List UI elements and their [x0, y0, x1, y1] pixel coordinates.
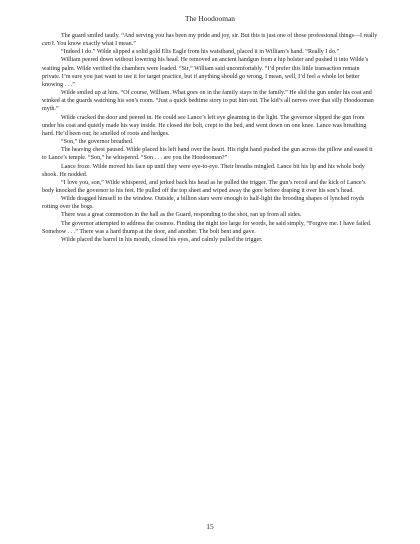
paragraph-text: . You know exactly what I mean.” [53, 41, 136, 48]
paragraph-text: Wilde dragged himself to the window. Outside, a billion stars were enough to half-light the brooding shapes of lynched royds rotting over the bogs. [42, 196, 365, 211]
paragraph [42, 179, 378, 195]
paragraph-text: Wilde smiled up at him. “Of course, William. What goes on in the family stays in the family.” He slid the gun under his coat and winked at the guards watching his son’s room. “Just a quick bedtime story to put him out. The kid’s all nerves over that silly Hoodooman myth.” [42, 90, 374, 113]
paragraph [42, 163, 378, 179]
paragraph-text: The guard smiled tautly. “And serving you has been my pride and joy, sir. But this is just one of those professional things—I really [61, 33, 378, 39]
paragraph [42, 114, 378, 138]
paragraph-text: “Son,” the governor breathed. [61, 139, 134, 146]
paragraph [42, 220, 378, 236]
paragraph-text: There was a great commotion in the hall as the Guard, responding to the shot, ran up from all sides. [61, 212, 302, 219]
paragraph-text: Lance froze. Wilde moved his face up until they were eye-to-eye. Their breaths mingled. Lance bit his lip and his whole body shook. He nodded. [42, 163, 365, 178]
paragraph [42, 236, 378, 244]
paragraph-text: Wilde placed the barrel in his mouth, closed his eyes, and calmly pulled the trigger. [61, 236, 263, 243]
paragraph-text: Wilde cracked the door and peered in. He could see Lance’s left eye gleaming in the light. The governor slipped the gun from under his coat and quietly made his way inside. He closed the bolt, crept to the bed, and went down on one knee. Lance was breathing hard. He’d been out; he smelled of roots and hedges. [42, 114, 367, 137]
page-number: 15 [206, 522, 214, 531]
paragraph [42, 211, 378, 219]
paragraph [42, 138, 378, 146]
paragraph-text: The governor attempted to address the cosmos. Finding the night too large for words, he said simply, “Forgive me. I have failed. Somehow . . .” There was a hard thump at the door, and another. The bolt bent and gave. [42, 220, 372, 235]
paragraph-text: “Indeed I do.” Wilde slipped a solid gold Elis Eagle from his waistband, placed it in William’s hand. “Really I do.” [61, 49, 340, 56]
running-header: The Hoodooman [185, 14, 235, 23]
paragraph-text: The heaving chest paused. Wilde placed his left hand over the heart. His right hand pushed the gun across the pillow and eased it to Lance’s temple. “Son,” he whispered. “Son . . . are you the Hoodooman?” [42, 147, 373, 162]
story-text [42, 32, 378, 244]
paragraph [42, 195, 378, 211]
paragraph-text: William peered down without lowering his head. He removed an ancient handgun from a hip holster and pushed it into Wilde’s waiting palm. Wilde verified the chambers were loaded. “Sir,” William said uncomfortably. “I’d prefer this little transaction remain private. I’m sure you just want to use it for target practice, but if anything should go wrong, I mean, well, I’d feel a whole lot better knowing . . .” [42, 57, 369, 88]
paragraph [42, 32, 378, 48]
paragraph [42, 89, 378, 113]
paragraph-text: “I love you, son,” Wilde whispered, and jerked back his head as he pulled the trigger. The gun’s recoil and the kick of Lance’s body knocked the governor to his feet. He pulled off the top sheet and wiped away the gore before draping it over his son’s head. [42, 179, 366, 194]
paragraph [42, 48, 378, 56]
emphasis-text: can’t [42, 41, 54, 48]
paragraph [42, 56, 378, 89]
paragraph [42, 146, 378, 162]
